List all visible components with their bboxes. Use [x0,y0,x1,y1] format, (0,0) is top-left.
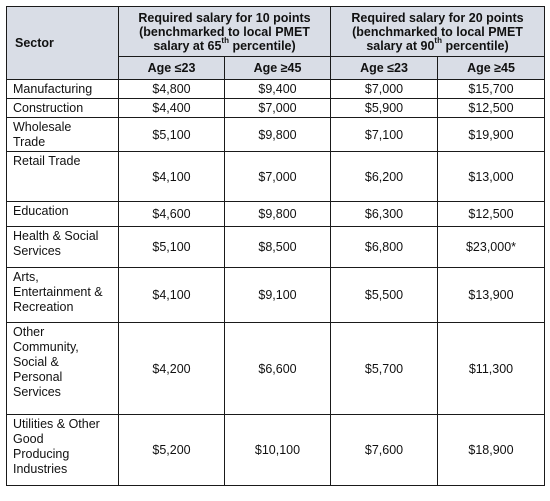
group-header-10-points [119,7,331,57]
salary-cell: $5,500 [331,268,438,323]
salary-cell: $19,900 [438,118,545,152]
sector-name-line: Producing [13,447,70,461]
sector-name [7,415,119,486]
sector-name-line: Health & Social [13,229,99,243]
group2-line1: Required salary for 20 points [351,10,524,25]
sector-name-line: Trade [13,135,46,149]
sector-name [7,268,119,323]
table-row [7,152,545,202]
sector-name-line: Services [13,244,61,258]
salary-cell: $7,100 [331,118,438,152]
salary-cell: $4,800 [119,80,225,99]
salary-cell: $4,100 [119,268,225,323]
group1-line2: (benchmarked to local PMET [139,24,310,39]
salary-cell: $8,500 [225,227,331,268]
salary-cell: $4,100 [119,152,225,202]
salary-cell: $5,700 [331,323,438,415]
salary-cell: $13,000 [438,152,545,202]
salary-cell: $10,100 [225,415,331,486]
salary-cell: $5,200 [119,415,225,486]
table-row [7,323,545,415]
salary-cell: $9,800 [225,118,331,152]
sector-name [7,80,119,99]
sector-name [7,227,119,268]
sector-name-line: Community, [13,340,79,354]
sector-name-line: Construction [13,101,84,115]
sector-name-line: Education [13,204,69,218]
salary-cell: $12,500 [438,99,545,118]
sector-name-line: Retail Trade [13,154,81,168]
sector-name-line: Social & [13,355,59,369]
sector-name-line: Personal [13,370,63,384]
salary-cell: $9,100 [225,268,331,323]
group1-line3-post: percentile) [228,38,296,53]
age-header: Age ≤23 [331,57,438,80]
salary-cell: $6,200 [331,152,438,202]
salary-cell: $13,900 [438,268,545,323]
salary-table [6,6,545,486]
group-header-20-points [331,7,545,57]
age-header: Age ≥45 [225,57,331,80]
group1-line3-pre: salary at 65 [153,38,222,53]
table-row [7,227,545,268]
salary-cell: $12,500 [438,202,545,227]
salary-cell: $5,900 [331,99,438,118]
sector-name-line: Arts, [13,270,39,284]
sector-name-line: Wholesale [13,120,72,134]
sector-name-line: Industries [13,462,68,476]
salary-cell: $7,000 [331,80,438,99]
group1-line3-sup: th [221,36,229,46]
salary-cell: $7,000 [225,99,331,118]
group1-line1: Required salary for 10 points [138,10,311,25]
sector-name [7,118,119,152]
group2-line3-sup: th [434,36,442,46]
salary-table-container [6,6,544,486]
sector-name-line: Other [13,325,45,339]
sector-header: Sector [7,7,119,80]
age-header: Age ≥45 [438,57,545,80]
sector-name-line: Utilities & Other [13,417,100,431]
sector-name [7,202,119,227]
salary-cell: $4,600 [119,202,225,227]
table-row [7,268,545,323]
group2-line2: (benchmarked to local PMET [352,24,523,39]
sector-name-line: Recreation [13,300,74,314]
salary-cell: $9,400 [225,80,331,99]
salary-cell: $4,400 [119,99,225,118]
salary-cell: $7,600 [331,415,438,486]
table-row [7,80,545,99]
sector-name-line: Entertainment & [13,285,103,299]
salary-cell: $23,000* [438,227,545,268]
salary-cell: $15,700 [438,80,545,99]
sector-name-line: Manufacturing [13,82,93,96]
sector-name-line: Services [13,385,61,399]
salary-cell: $5,100 [119,227,225,268]
salary-cell: $6,300 [331,202,438,227]
table-row [7,415,545,486]
age-header: Age ≤23 [119,57,225,80]
group2-line3-pre: salary at 90 [366,38,435,53]
sector-name [7,323,119,415]
salary-cell: $7,000 [225,152,331,202]
salary-cell: $6,600 [225,323,331,415]
sector-name [7,99,119,118]
table-row [7,202,545,227]
salary-cell: $5,100 [119,118,225,152]
salary-cell: $4,200 [119,323,225,415]
salary-cell: $11,300 [438,323,545,415]
sector-name-line: Good [13,432,44,446]
table-row [7,118,545,152]
sector-name [7,152,119,202]
salary-cell: $18,900 [438,415,545,486]
salary-cell: $6,800 [331,227,438,268]
table-row [7,99,545,118]
group2-line3-post: percentile) [441,38,509,53]
salary-cell: $9,800 [225,202,331,227]
